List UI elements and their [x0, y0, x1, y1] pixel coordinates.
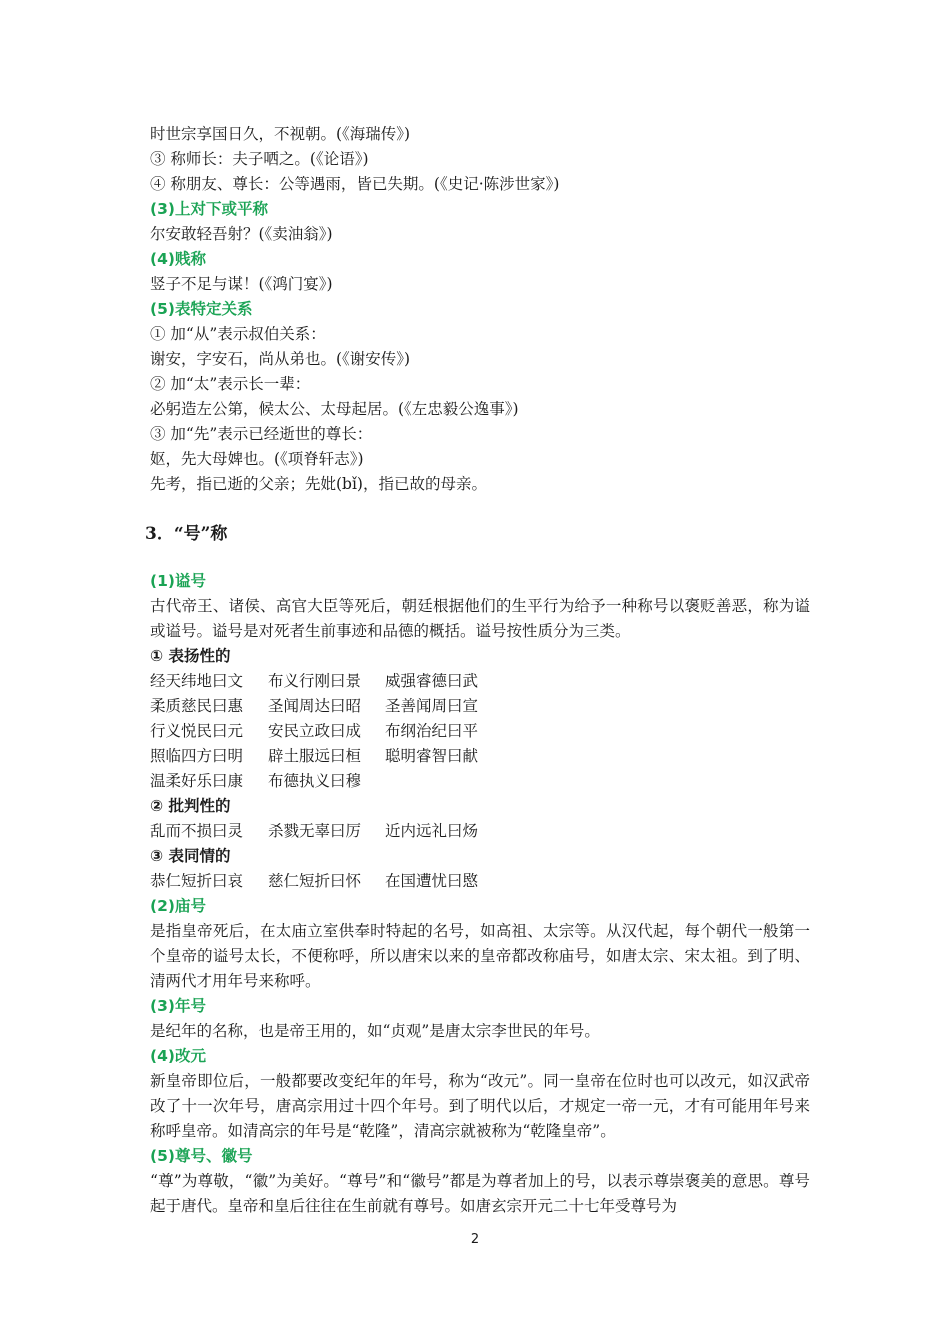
- table-row: [150, 744, 810, 769]
- paragraph: 新皇帝即位后，一般都要改变纪年的年号，称为“改元”。同一皇帝在位时也可以改元，如汉武帝改了十一次年号，唐高宗用过十四个年号。到了明代以后，才规定一帝一元，才有可能用年号来称呼皇帝。如清高宗的年号是“乾隆”，清高宗就被称为“乾隆皇帝”。: [150, 1072, 810, 1140]
- text-line: 尔安敢轻吾射？(《卖油翁》): [150, 225, 333, 243]
- table-cell: 在国遭忧曰愍: [385, 872, 479, 890]
- table-row: [150, 819, 810, 844]
- text-line: 妪，先大母婢也。(《项脊轩志》): [150, 450, 364, 468]
- table-cell: 慈仁短折曰怀: [268, 872, 362, 890]
- page-number: 2: [470, 1232, 480, 1247]
- text-line: ① 加“从”表示叔伯关系：: [150, 325, 326, 343]
- table-cell: 布德执义曰穆: [268, 772, 362, 790]
- table-row: [150, 869, 810, 894]
- table-cell: 布纲治纪曰平: [385, 722, 479, 740]
- subheading: ① 表扬性的: [150, 647, 231, 665]
- document-page: [145, 122, 810, 1219]
- text-line: ④ 称朋友、尊长：公等遇雨，皆已失期。(《史记·陈涉世家》): [150, 175, 560, 193]
- subheading: ② 批判性的: [150, 797, 231, 815]
- table-cell: 安民立政曰成: [268, 722, 362, 740]
- paragraph: 是纪年的名称，也是帝王用的，如“贞观”是唐太宗李世民的年号。: [150, 1022, 600, 1040]
- table-cell: 行义悦民曰元: [150, 722, 244, 740]
- text-line: 先考，指已逝的父亲；先妣(bǐ)，指已故的母亲。: [150, 475, 487, 493]
- table-cell: 杀戮无辜曰厉: [268, 822, 362, 840]
- table-row: [150, 669, 810, 694]
- heading-5: (5)表特定关系: [150, 300, 253, 318]
- table-row: [150, 769, 810, 794]
- text-line: 谢安，字安石，尚从弟也。(《谢安传》): [150, 350, 411, 368]
- subheading: ③ 表同情的: [150, 847, 231, 865]
- table-cell: 威强睿德曰武: [385, 672, 479, 690]
- paragraph: 是指皇帝死后，在太庙立室供奉时特起的名号，如高祖、太宗等。从汉代起，每个朝代一般第一个皇帝的谥号太长，不便称呼，所以唐宋以来的皇帝都改称庙号，如唐太宗、宋太祖。到了明、清两代才用年号来称呼。: [150, 922, 810, 990]
- table-row: [150, 719, 810, 744]
- table-cell: 辟土服远曰桓: [268, 747, 362, 765]
- heading-era-name: (3)年号: [150, 997, 206, 1015]
- table-cell: 聪明睿智曰献: [385, 747, 479, 765]
- text-line: 竖子不足与谋！(《鸿门宴》): [150, 275, 333, 293]
- table-cell: 照临四方曰明: [150, 747, 244, 765]
- table-cell: 经天纬地曰文: [150, 672, 244, 690]
- text-line: ③ 称师长：夫子哂之。(《论语》): [150, 150, 369, 168]
- table-cell: 布义行刚曰景: [268, 672, 362, 690]
- paragraph: 古代帝王、诸侯、高官大臣等死后，朝廷根据他们的生平行为给予一种称号以褒贬善恶，称为谥或谥号。谥号是对死者生前事迹和品德的概括。谥号按性质分为三类。: [150, 597, 810, 640]
- table-cell: 圣善闻周曰宣: [385, 697, 479, 715]
- table-cell: 温柔好乐曰康: [150, 772, 244, 790]
- heading-posthumous-name: (1)谥号: [150, 572, 206, 590]
- text-line: ② 加“太”表示长一辈：: [150, 375, 311, 393]
- table-cell: 柔质慈民曰惠: [150, 697, 244, 715]
- text-line: 时世宗享国日久，不视朝。(《海瑞传》): [150, 125, 411, 143]
- table-cell: 近内远礼曰炀: [385, 822, 479, 840]
- text-line: ③ 加“先”表示已经逝世的尊长：: [150, 425, 373, 443]
- table-cell: 乱而不损曰灵: [150, 822, 244, 840]
- paragraph: “尊”为尊敬，“徽”为美好。“尊号”和“徽号”都是为尊者加上的号，以表示尊崇褒美的意思。尊号起于唐代。皇帝和皇后往往在生前就有尊号。如唐玄宗开元二十七年受尊号为: [150, 1172, 810, 1215]
- text-line: 必躬造左公第，候太公、太母起居。(《左忠毅公逸事》): [150, 400, 519, 418]
- table-row: [150, 694, 810, 719]
- table-cell: 圣闻周达曰昭: [268, 697, 362, 715]
- heading-3: (3)上对下或平称: [150, 200, 268, 218]
- heading-change-era: (4)改元: [150, 1047, 206, 1065]
- heading-4: (4)贱称: [150, 250, 206, 268]
- table-cell: 恭仁短折曰哀: [150, 872, 244, 890]
- heading-temple-name: (2)庙号: [150, 897, 206, 915]
- section-title: 3．“号”称: [145, 524, 228, 544]
- table-cell: [385, 769, 515, 794]
- heading-honorific-title: (5)尊号、徽号: [150, 1147, 253, 1165]
